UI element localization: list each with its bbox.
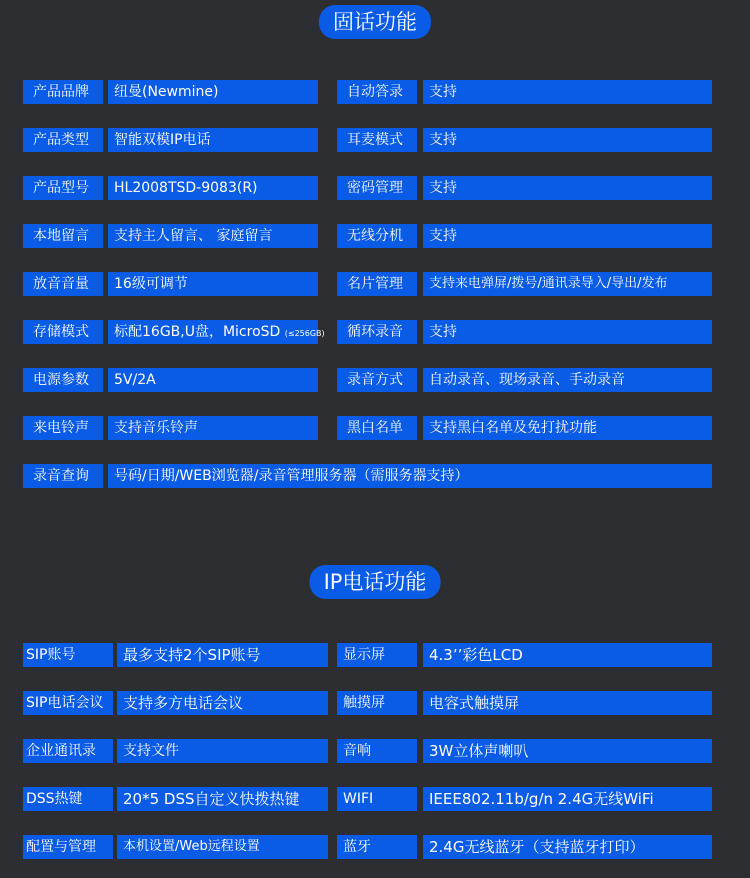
spec-label: 产品品牌 bbox=[23, 80, 103, 104]
spec-label: 耳麦模式 bbox=[337, 128, 417, 152]
spec-label: 配置与管理 bbox=[23, 835, 113, 859]
spec-label: 本地留言 bbox=[23, 224, 103, 248]
spec-label: 来电铃声 bbox=[23, 416, 103, 440]
spec-label: 放音音量 bbox=[23, 272, 103, 296]
spec-value: 支持 bbox=[423, 80, 712, 104]
spec-value: HL2008TSD-9083(R) bbox=[108, 176, 318, 200]
spec-label: SIP账号 bbox=[23, 643, 113, 667]
spec-label: 循环录音 bbox=[337, 320, 417, 344]
spec-value: 5V/2A bbox=[108, 368, 318, 392]
spec-value: 支持 bbox=[423, 320, 712, 344]
spec-value: 本机设置/Web远程设置 bbox=[117, 835, 328, 859]
spec-value: 支持 bbox=[423, 224, 712, 248]
spec-value: 支持主人留言、 家庭留言 bbox=[108, 224, 318, 248]
spec-value: 支持文件 bbox=[117, 739, 328, 763]
spec-value: 4.3’’彩色LCD bbox=[423, 643, 712, 667]
spec-label: 录音方式 bbox=[337, 368, 417, 392]
spec-label: WIFI bbox=[337, 787, 417, 811]
spec-value: 支持多方电话会议 bbox=[117, 691, 328, 715]
spec-value: 3W立体声喇叭 bbox=[423, 739, 712, 763]
fixed-phone-section-title: 固话功能 bbox=[319, 5, 431, 39]
spec-label: 密码管理 bbox=[337, 176, 417, 200]
spec-value: IEEE802.11b/g/n 2.4G无线WiFi bbox=[423, 787, 712, 811]
spec-value: 支持来电弹屏/拨号/通讯录导入/导出/发布 bbox=[423, 272, 712, 296]
spec-label: 存储模式 bbox=[23, 320, 103, 344]
spec-value: 纽曼(Newmine) bbox=[108, 80, 318, 104]
spec-value: 最多支持2个SIP账号 bbox=[117, 643, 328, 667]
spec-value-note: (≤256GB) bbox=[284, 329, 325, 338]
ip-phone-section-title: IP电话功能 bbox=[310, 565, 441, 599]
spec-value-text: 标配16GB,U盘，MicroSD bbox=[114, 324, 281, 340]
spec-value: 支持音乐铃声 bbox=[108, 416, 318, 440]
spec-label: 产品类型 bbox=[23, 128, 103, 152]
spec-label: 触摸屏 bbox=[337, 691, 417, 715]
spec-value: 自动录音、现场录音、手动录音 bbox=[423, 368, 712, 392]
spec-value: 2.4G无线蓝牙（支持蓝牙打印） bbox=[423, 835, 712, 859]
spec-label: 企业通讯录 bbox=[23, 739, 113, 763]
spec-label: 产品型号 bbox=[23, 176, 103, 200]
spec-value: 电容式触摸屏 bbox=[423, 691, 712, 715]
spec-label: DSS热键 bbox=[23, 787, 113, 811]
spec-value bbox=[108, 320, 325, 344]
spec-label: 自动答录 bbox=[337, 80, 417, 104]
spec-label: SIP电话会议 bbox=[23, 691, 113, 715]
spec-value: 智能双模IP电话 bbox=[108, 128, 318, 152]
spec-label: 音响 bbox=[337, 739, 417, 763]
spec-value: 号码/日期/WEB浏览器/录音管理服务器（需服务器支持） bbox=[108, 464, 712, 488]
spec-value: 支持黑白名单及免打扰功能 bbox=[423, 416, 712, 440]
spec-value: 支持 bbox=[423, 176, 712, 200]
spec-value: 支持 bbox=[423, 128, 712, 152]
spec-value: 20*5 DSS自定义快拨热键 bbox=[117, 787, 328, 811]
spec-label: 蓝牙 bbox=[337, 835, 417, 859]
spec-label: 录音查询 bbox=[23, 464, 103, 488]
spec-label: 显示屏 bbox=[337, 643, 417, 667]
spec-value: 16级可调节 bbox=[108, 272, 318, 296]
spec-label: 名片管理 bbox=[337, 272, 417, 296]
spec-label: 黑白名单 bbox=[337, 416, 417, 440]
spec-label: 无线分机 bbox=[337, 224, 417, 248]
spec-label: 电源参数 bbox=[23, 368, 103, 392]
